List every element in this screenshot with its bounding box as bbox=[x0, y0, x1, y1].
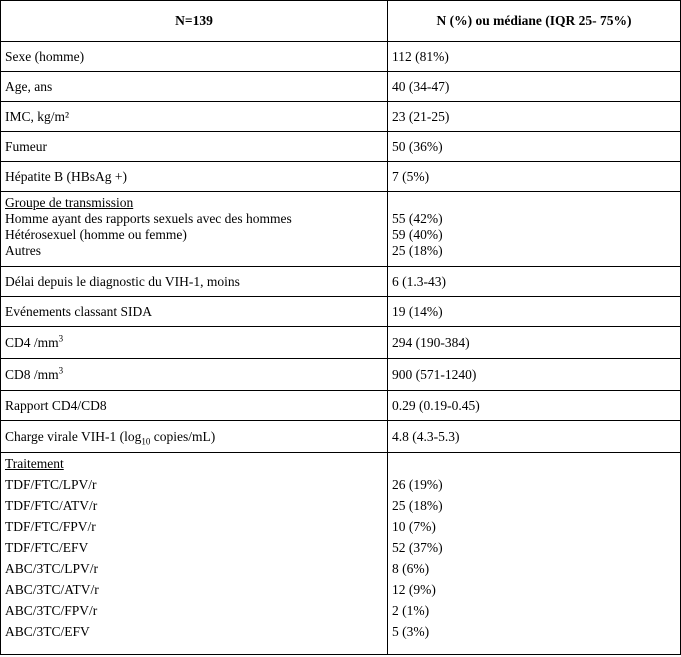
transmission-values bbox=[387, 192, 680, 267]
treatment-item-label: ABC/3TC/ATV/r bbox=[5, 582, 99, 598]
viral-load-sub: 10 bbox=[141, 436, 151, 447]
viral-load-post: copies/mL) bbox=[150, 428, 216, 444]
treatment-item-value: 5 (3%) bbox=[391, 624, 430, 640]
treatment-group-row bbox=[1, 453, 681, 655]
treatment-item-label: ABC/3TC/EFV bbox=[5, 624, 90, 640]
row-label: Rapport CD4/CD8 bbox=[1, 391, 388, 421]
treatment-item-value: 26 (19%) bbox=[391, 477, 443, 493]
treatment-item-label: TDF/FTC/FPV/r bbox=[5, 519, 96, 535]
transmission-item-value: 59 (40%) bbox=[391, 227, 443, 242]
table-row bbox=[1, 267, 681, 297]
treatment-item-value: 2 (1%) bbox=[391, 603, 430, 619]
table-row-viral-load bbox=[1, 421, 681, 453]
row-value: 50 (36%) bbox=[387, 132, 680, 162]
treatment-item-label: TDF/FTC/ATV/r bbox=[5, 498, 98, 514]
row-label: Hépatite B (HBsAg +) bbox=[1, 162, 388, 192]
cd4-label bbox=[1, 327, 388, 359]
cd8-label-sup: 3 bbox=[58, 365, 64, 376]
row-value: 6 (1.3-43) bbox=[387, 267, 680, 297]
treatment-labels bbox=[1, 453, 388, 655]
table-row bbox=[1, 102, 681, 132]
row-label: IMC, kg/m² bbox=[1, 102, 388, 132]
table-row bbox=[1, 72, 681, 102]
treatment-item-value: 52 (37%) bbox=[391, 540, 443, 556]
cd8-label bbox=[1, 359, 388, 391]
table-row bbox=[1, 297, 681, 327]
table-row bbox=[1, 132, 681, 162]
viral-load-pre: Charge virale VIH-1 (log bbox=[5, 428, 142, 444]
transmission-item-label: Homme ayant des rapports sexuels avec des hommes bbox=[5, 211, 292, 226]
treatment-item-label: ABC/3TC/LPV/r bbox=[5, 561, 99, 577]
table-row-cd8 bbox=[1, 359, 681, 391]
cd8-value: 900 (571-1240) bbox=[387, 359, 680, 391]
row-label: Sexe (homme) bbox=[1, 42, 388, 72]
row-label: Age, ans bbox=[1, 72, 388, 102]
table-row bbox=[1, 162, 681, 192]
treatment-item-value: 25 (18%) bbox=[391, 498, 443, 514]
treatment-item-label: TDF/FTC/LPV/r bbox=[5, 477, 97, 493]
row-label: Fumeur bbox=[1, 132, 388, 162]
table-row-cd4 bbox=[1, 327, 681, 359]
treatment-item-value: 8 (6%) bbox=[391, 561, 430, 577]
transmission-group-row bbox=[1, 192, 681, 267]
header-population: N=139 bbox=[1, 1, 388, 42]
transmission-title: Groupe de transmission bbox=[5, 195, 134, 210]
row-value: 112 (81%) bbox=[387, 42, 680, 72]
viral-load-value: 4.8 (4.3-5.3) bbox=[387, 421, 680, 453]
transmission-item-label: Autres bbox=[5, 243, 41, 258]
cd8-label-text: CD8 /mm bbox=[5, 366, 59, 382]
transmission-item-label: Hétérosexuel (homme ou femme) bbox=[5, 227, 187, 242]
row-value: 23 (21-25) bbox=[387, 102, 680, 132]
table-row bbox=[1, 42, 681, 72]
treatment-title: Traitement bbox=[5, 456, 64, 472]
viral-load-label bbox=[1, 421, 388, 453]
cd4-value: 294 (190-384) bbox=[387, 327, 680, 359]
row-label: Délai depuis le diagnostic du VIH-1, moins bbox=[1, 267, 388, 297]
cd4-label-sup: 3 bbox=[58, 333, 64, 344]
treatment-item-label: TDF/FTC/EFV bbox=[5, 540, 89, 556]
treatment-item-value: 12 (9%) bbox=[391, 582, 436, 598]
treatment-item-label: ABC/3TC/FPV/r bbox=[5, 603, 98, 619]
transmission-item-value: 25 (18%) bbox=[391, 243, 443, 258]
transmission-labels bbox=[1, 192, 388, 267]
treatment-item-value: 10 (7%) bbox=[391, 519, 436, 535]
table-header-row bbox=[1, 1, 681, 42]
row-label: Evénements classant SIDA bbox=[1, 297, 388, 327]
row-value: 7 (5%) bbox=[387, 162, 680, 192]
transmission-item-value: 55 (42%) bbox=[391, 211, 443, 226]
treatment-values bbox=[387, 453, 680, 655]
table-row bbox=[1, 391, 681, 421]
row-value: 40 (34-47) bbox=[387, 72, 680, 102]
cd4-label-text: CD4 /mm bbox=[5, 334, 59, 350]
row-value: 19 (14%) bbox=[387, 297, 680, 327]
header-statistic: N (%) ou médiane (IQR 25- 75%) bbox=[387, 1, 680, 42]
row-value: 0.29 (0.19-0.45) bbox=[387, 391, 680, 421]
